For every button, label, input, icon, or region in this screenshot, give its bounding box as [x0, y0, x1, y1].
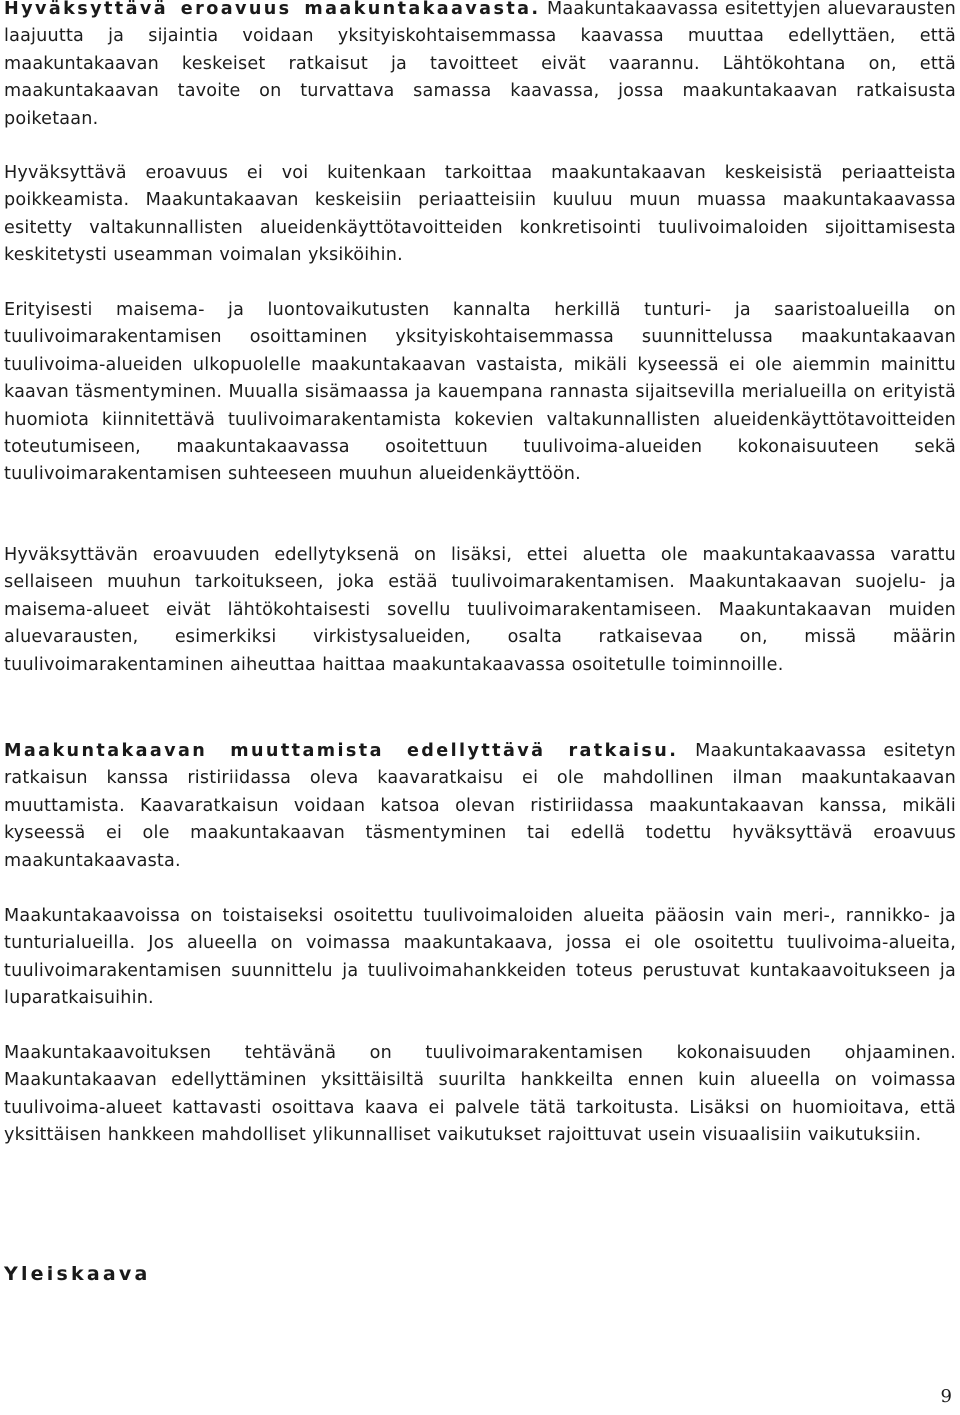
paragraph-lead-heading: Maakuntakaavan muuttamista edellyttävä ratkaisu.	[4, 741, 679, 761]
paragraph-lead-heading: Hyväksyttävä eroavuus maakuntakaavasta.	[4, 0, 541, 19]
paragraph-eroavuuden-edellytys	[4, 542, 956, 679]
section-heading: Yleiskaava	[4, 1263, 151, 1285]
paragraph-maakuntakaavan-muuttaminen	[4, 738, 956, 875]
paragraph-hyvaksyttava-eroavuus	[4, 0, 956, 133]
paragraph-maakuntakaavoituksen-tehtava	[4, 1040, 956, 1150]
paragraph-body-text: Maakuntakaavassa esitettyjen aluevarausten laajuutta ja sijaintia voidaan yksityiskohtaisemmassa kaavassa muuttaa edellyttäen, että maakuntakaavan keskeiset ratkaisut ja tavoitteet eivät vaarannu. Lähtökohtana on, että maakuntakaavan tavoite on turvattava samassa kaavassa, jossa maakuntakaavan ratkaisusta poiketaan.	[4, 0, 956, 129]
paragraph-body-text: Maakuntakaavassa esitetyn ratkaisun kanssa ristiriidassa oleva kaavaratkaisu ei ole mahdollinen ilman maakuntakaavan muuttamista. Kaavaratkaisun voidaan katsoa olevan ristiriidassa maakuntakaavan kanssa, mikäli kyseessä ei ole maakuntakaavan täsmentyminen tai edellä todettu hyväksyttävä eroavuus maakuntakaavasta.	[4, 741, 957, 871]
paragraph-tuulivoimaloiden-alueet	[4, 903, 956, 1013]
paragraph-keskeiset-periaatteet	[4, 160, 956, 270]
paragraph-body-text: Hyväksyttävä eroavuus ei voi kuitenkaan tarkoittaa maakuntakaavan keskeisistä periaatteista poikkeamista. Maakuntakaavan keskeisiin periaatteisiin kuuluu muun muassa maakuntakaavassa esitetty valtakunnallisten alueidenkäyttötavoitteiden konkretisointi tuulivoimaloiden sijoittamisesta keskitetysti useamman voimalan yksiköihin.	[4, 163, 956, 266]
paragraph-body-text: Maakuntakaavoissa on toistaiseksi osoitettu tuulivoimaloiden alueita pääosin vain meri-, rannikko- ja tunturialueilla. Jos alueella on voimassa maakuntakaava, jossa ei ole osoitettu tuulivoima-alueita, tuulivoimarakentamisen suunnittelu ja tuulivoimahankkeiden toteus perustuvat kuntakaavoitukseen ja luparatkaisuihin.	[4, 906, 956, 1009]
paragraph-maisema-luontovaikutukset	[4, 297, 956, 489]
paragraph-body-text: Maakuntakaavoituksen tehtävänä on tuulivoimarakentamisen kokonaisuuden ohjaaminen. Maakuntakaavan edellyttäminen yksittäisiltä suurilta hankkeilta ennen kuin alueella on voimassa tuulivoima-alueet kattavasti osoittava kaava ei palvele tätä tarkoitusta. Lisäksi on huomioitava, että yksittäisen hankkeen mahdolliset ylikunnalliset vaikutukset rajoittuvat usein visuaalisiin vaikutuksiin.	[4, 1043, 956, 1146]
paragraph-body-text: Erityisesti maisema- ja luontovaikutusten kannalta herkillä tunturi- ja saaristoalueilla on tuulivoimarakentamisen osoittaminen yksityiskohtaisemmassa suunnittelussa maakuntakaavan tuulivoima-alueiden ulkopuolelle maakuntakaavan vastaista, mikäli kyseessä ei ole aiemmin mainittu kaavan täsmentyminen. Muualla sisämaassa ja kauempana rannasta sijaitsevilla merialueilla on erityistä huomiota kiinnitettävä tuulivoimarakentamista kokevien valtakunnallisten alueidenkäyttötavoitteiden toteutumiseen, maakuntakaavassa osoitettuun tuulivoima-alueiden kokonaisuuteen sekä tuulivoimarakentamisen suhteeseen muuhun alueidenkäyttöön.	[4, 300, 956, 485]
paragraph-body-text: Hyväksyttävän eroavuuden edellytyksenä on lisäksi, ettei aluetta ole maakuntakaavassa varattu sellaiseen muuhun tarkoitukseen, joka estää tuulivoimarakentamisen. Maakuntakaavan suojelu- ja maisema-alueet eivät lähtökohtaisesti sovellu tuulivoimarakentamiseen. Maakuntakaavan muiden aluevarausten, esimerkiksi virkistysalueiden, osalta ratkaisevaa on, missä määrin tuulivoimarakentaminen aiheuttaa haittaa maakuntakaavassa osoitetulle toiminnoille.	[4, 545, 956, 675]
page-number: 9	[940, 1386, 952, 1407]
